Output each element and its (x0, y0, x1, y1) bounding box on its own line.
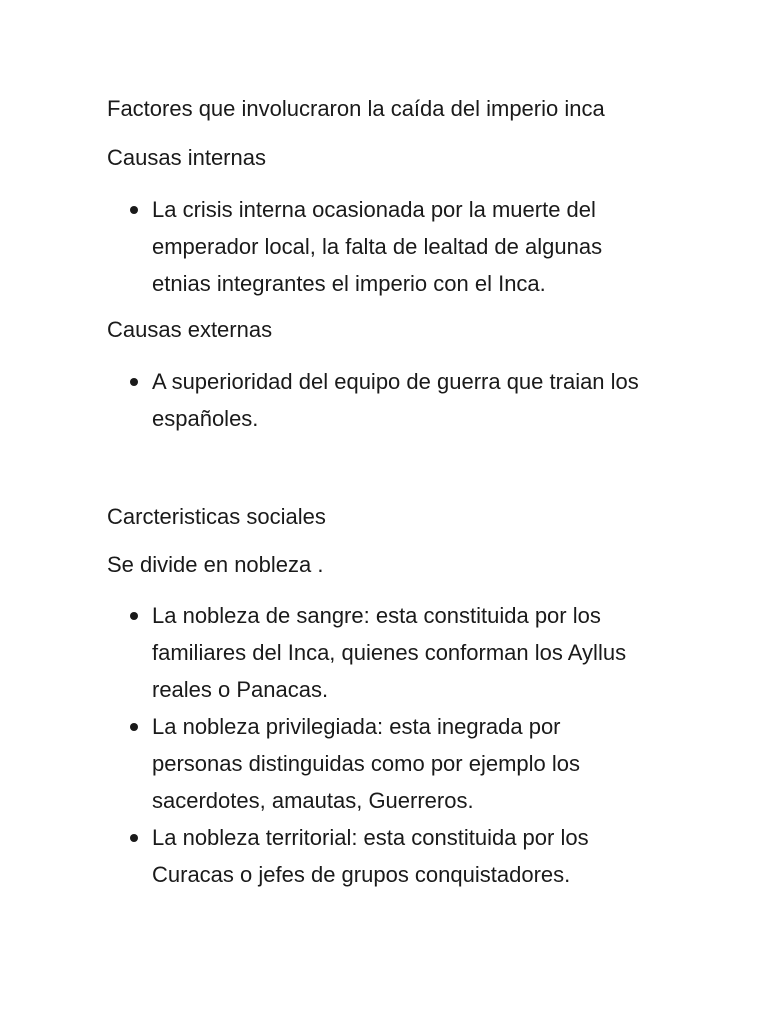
bullet-icon (130, 378, 138, 386)
social-characteristics-heading: Carcteristicas sociales (107, 504, 326, 529)
list-item-text: La crisis interna ocasionada por la muerte del emperador local, la falta de lealtad de algunas etnias integrantes el imperio con el Inca. (152, 197, 603, 296)
bullet-icon (130, 206, 138, 214)
nobility-list (0, 597, 652, 893)
list-item (0, 191, 652, 302)
list-item-text: La nobleza de sangre: esta constituida por los familiares del Inca, quienes conforman los Ayllus reales o Panacas. (152, 603, 627, 702)
bullet-icon (130, 834, 138, 842)
list-item-text: A superioridad del equipo de guerra que traian los españoles. (152, 369, 639, 431)
document-title: Factores que involucraron la caída del imperio inca (107, 96, 605, 121)
social-intro: Se divide en nobleza . (107, 552, 324, 577)
internal-causes-list (0, 191, 652, 302)
list-item-text: La nobleza territorial: esta constituida por los Curacas o jefes de grupos conquistadores. (152, 825, 589, 887)
bullet-icon (130, 723, 138, 731)
external-causes-heading: Causas externas (107, 317, 273, 342)
list-item-text: La nobleza privilegiada: esta inegrada por personas distinguidas como por ejemplo los sacerdotes, amautas, Guerreros. (152, 714, 581, 813)
list-item (0, 363, 652, 437)
list-item (0, 819, 652, 893)
internal-causes-heading: Causas internas (107, 145, 266, 170)
list-item (0, 708, 652, 819)
external-causes-list (0, 363, 652, 437)
bullet-icon (130, 612, 138, 620)
list-item (0, 597, 652, 708)
